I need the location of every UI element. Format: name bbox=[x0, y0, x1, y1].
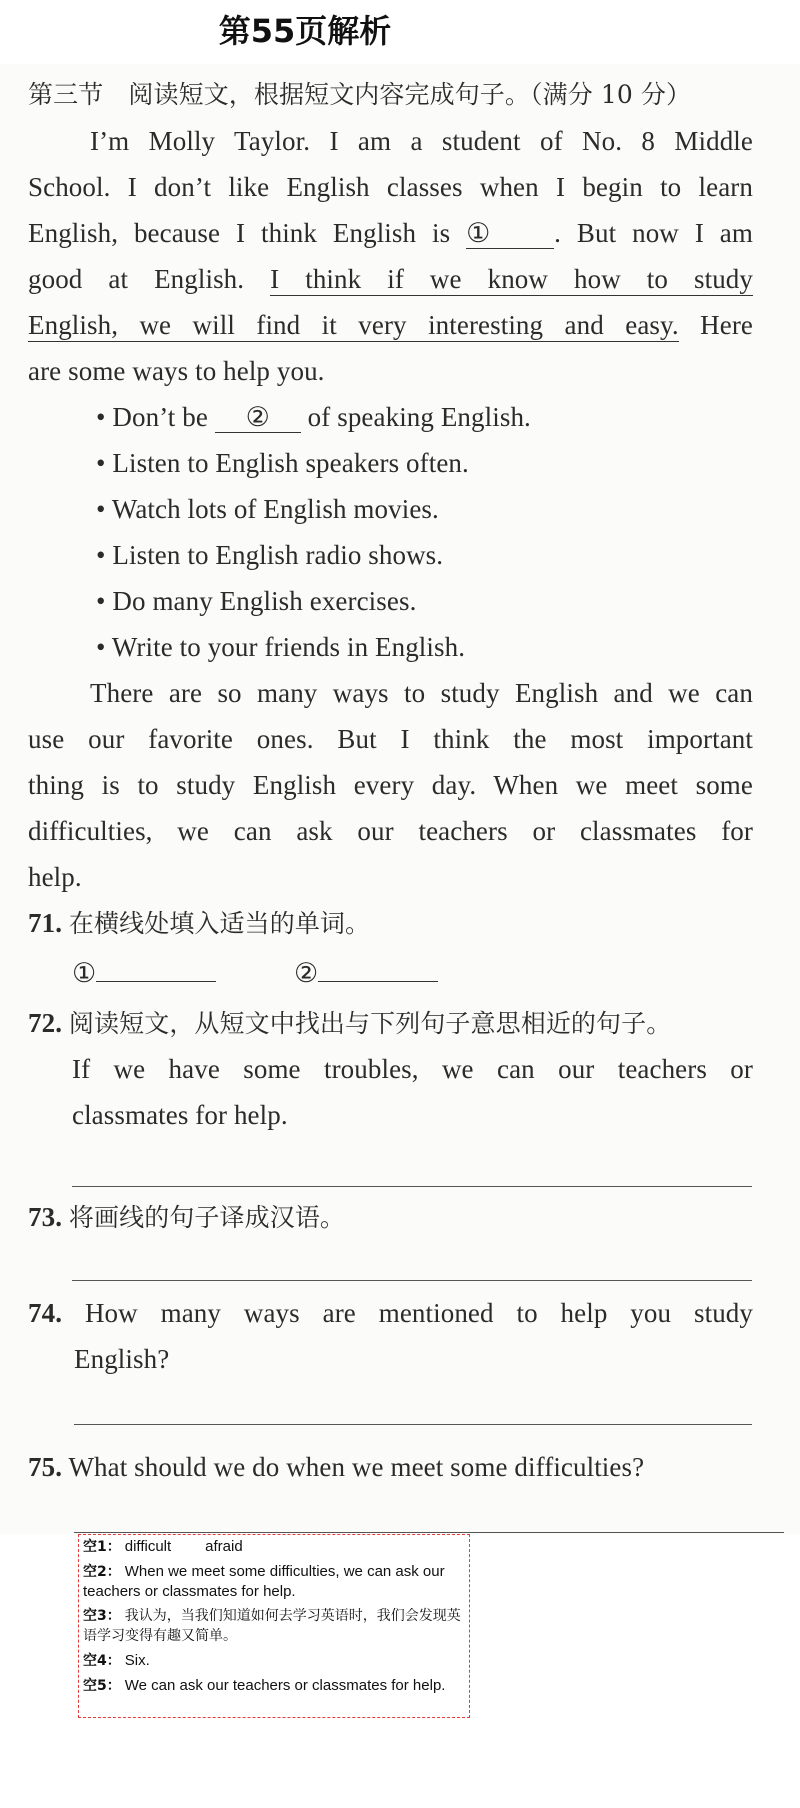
passage-blank-2: ② bbox=[215, 402, 301, 433]
answer-key-box bbox=[78, 1534, 470, 1718]
passage-line: School. I don’t like English classes when I begin to learn bbox=[28, 172, 753, 202]
answer-label: 空2： bbox=[83, 1564, 121, 1580]
question-number: 73. bbox=[28, 1202, 63, 1232]
question-text: 在横线处填入适当的单词。 bbox=[68, 909, 371, 938]
bullet-item: • Listen to English radio shows. bbox=[96, 540, 444, 570]
bullet-item: • Do many English exercises. bbox=[96, 586, 417, 616]
answer-label: 空4： bbox=[83, 1653, 121, 1669]
answer-value: afraid bbox=[205, 1538, 243, 1555]
section-heading: 第三节 阅读短文，根据短文内容完成句子。（满分 10 分） bbox=[28, 80, 692, 109]
question-75 bbox=[28, 1444, 788, 1490]
answer-line-72[interactable] bbox=[72, 1186, 752, 1187]
question-text: What should we do when we meet some difficulties? bbox=[68, 1452, 645, 1482]
passage-blank-1: ① bbox=[466, 218, 554, 249]
answer-value: difficult bbox=[124, 1538, 172, 1555]
answer-row bbox=[83, 1562, 465, 1601]
passage-line: thing is to study English every day. When we meet some bbox=[28, 770, 753, 800]
question-74 bbox=[28, 1290, 753, 1336]
question-73 bbox=[28, 1194, 753, 1241]
answer-row bbox=[83, 1537, 465, 1557]
underlined-sentence: English, we will find it very interesting and easy. bbox=[28, 310, 679, 340]
question-71 bbox=[28, 900, 753, 947]
answer-line-73[interactable] bbox=[72, 1280, 752, 1281]
bullet-text: • Don’t be bbox=[96, 402, 208, 432]
passage-text: good at English. bbox=[28, 264, 245, 294]
question-72 bbox=[28, 1000, 753, 1047]
question-number: 71. bbox=[28, 908, 63, 938]
answer-line-75[interactable] bbox=[74, 1532, 784, 1533]
question-text: How many ways are mentioned to help you study bbox=[84, 1298, 753, 1328]
question-number: 72. bbox=[28, 1008, 63, 1038]
passage-line: There are so many ways to study English and we can bbox=[90, 678, 753, 708]
underlined-sentence: I think if we know how to study bbox=[270, 264, 753, 294]
bullet-text: of speaking English. bbox=[307, 402, 531, 432]
passage-text: Here bbox=[700, 310, 753, 340]
blank-label: ② bbox=[294, 958, 319, 988]
answer-line-74[interactable] bbox=[74, 1424, 752, 1425]
passage-line bbox=[28, 302, 753, 348]
passage-line bbox=[28, 210, 753, 256]
passage-line: difficulties, we can ask our teachers or classmates for bbox=[28, 816, 753, 846]
question-text: 将画线的句子译成汉语。 bbox=[68, 1203, 346, 1232]
answer-value: Six. bbox=[124, 1652, 150, 1669]
question-text: 阅读短文，从短文中找出与下列句子意思相近的句子。 bbox=[68, 1009, 672, 1038]
bullet-item: • Watch lots of English movies. bbox=[96, 494, 439, 524]
blank-label: ① bbox=[72, 958, 97, 988]
answer-value: 我认为，当我们知道如何去学习英语时，我们会发现英语学习变得有趣又简单。 bbox=[83, 1608, 461, 1644]
page-title: 第55页解析 bbox=[218, 12, 392, 50]
passage-line: are some ways to help you. bbox=[28, 356, 325, 386]
answer-value: When we meet some difficulties, we can ask our teachers or classmates for help. bbox=[83, 1563, 445, 1600]
answer-value: We can ask our teachers or classmates for help. bbox=[124, 1677, 446, 1694]
answer-row bbox=[83, 1651, 465, 1671]
bullet-item bbox=[96, 394, 746, 440]
passage-line: use our favorite ones. But I think the most important bbox=[28, 724, 753, 754]
question-number: 74. bbox=[28, 1298, 63, 1328]
answer-blank-2[interactable] bbox=[318, 981, 438, 982]
question-72-sentence: classmates for help. bbox=[72, 1100, 288, 1130]
bullet-item: • Write to your friends in English. bbox=[96, 632, 466, 662]
answer-label: 空1： bbox=[83, 1539, 121, 1555]
answer-blank-1[interactable] bbox=[96, 981, 216, 982]
passage-line: I’m Molly Taylor. I am a student of No. 8 Middle bbox=[90, 126, 753, 156]
answer-row bbox=[83, 1606, 465, 1646]
question-number: 75. bbox=[28, 1452, 63, 1482]
passage-text: . But now I am bbox=[554, 218, 753, 248]
answer-row bbox=[83, 1676, 465, 1696]
passage-line: help. bbox=[28, 862, 82, 892]
answer-label: 空5： bbox=[83, 1678, 121, 1694]
passage-line bbox=[28, 256, 753, 302]
question-72-sentence: If we have some troubles, we can our teachers or bbox=[72, 1054, 753, 1084]
passage-text: English, because I think English is bbox=[28, 218, 451, 248]
question-74-cont: English? bbox=[74, 1344, 170, 1374]
answer-label: 空3： bbox=[83, 1608, 121, 1624]
question-71-blanks bbox=[72, 950, 797, 996]
bullet-item: • Listen to English speakers often. bbox=[96, 448, 469, 478]
